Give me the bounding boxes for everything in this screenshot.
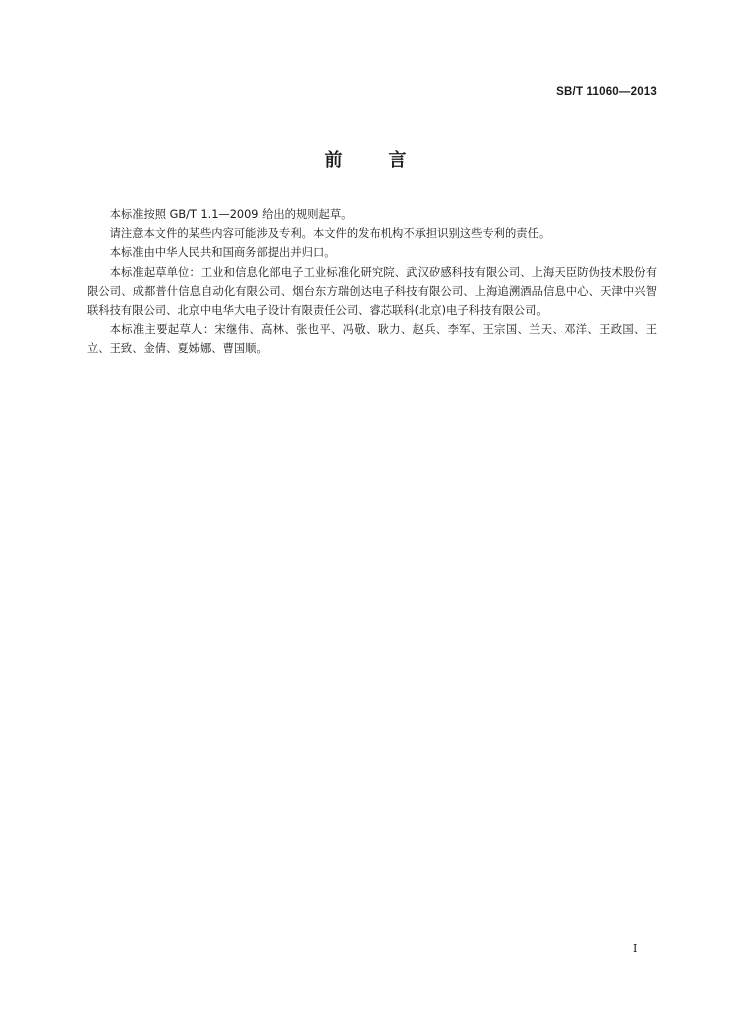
paragraph-proposer: 本标准由中华人民共和国商务部提出并归口。 (109, 246, 336, 260)
page-title-char-1: 前 (324, 150, 343, 171)
page-title (0, 146, 731, 172)
paragraph-drafting-units: 本标准起草单位：工业和信息化部电子工业标准化研究院、武汉矽感科技有限公司、上海天臣防伪技术股份有限公司、成都普什信息自动化有限公司、烟台东方瑞创达电子科技有限公司、上海追溯酒品信息中心、天津中兴智联科技有限公司、北京中电华大电子设计有限责任公司、睿芯联科(北京)电子科技有限公司。 (87, 265, 657, 318)
page-title-char-2: 言 (388, 150, 407, 171)
foreword-body (87, 205, 657, 359)
standard-number: SB/T 11060—2013 (556, 86, 657, 98)
paragraph-drafters: 本标准主要起草人：宋继伟、高林、张也平、冯敬、耿力、赵兵、李军、王宗国、兰天、邓洋、王政国、王立、王致、金倩、夏姊娜、曹国顺。 (87, 323, 657, 356)
paragraph-drafting-rules: 本标准按照 GB/T 1.1—2009 给出的规则起草。 (109, 208, 353, 221)
page-number: I (633, 942, 638, 955)
paragraph-patent-notice: 请注意本文件的某些内容可能涉及专利。本文件的发布机构不承担识别这些专利的责任。 (109, 227, 551, 241)
